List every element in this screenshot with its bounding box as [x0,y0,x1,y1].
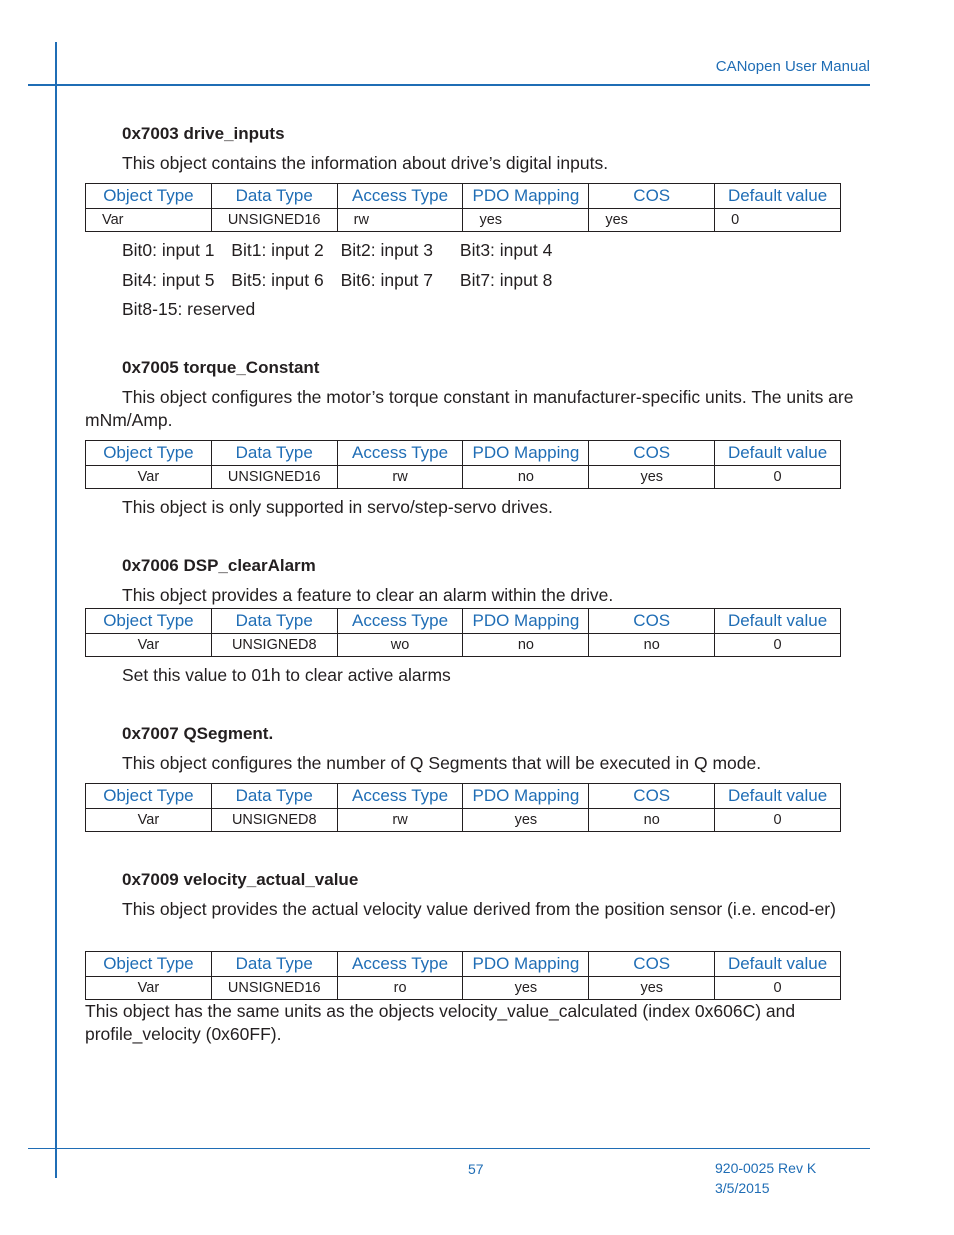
cell-object-type: Var [86,809,212,832]
th-data-type: Data Type [211,784,337,809]
object-table-7007 [85,783,841,832]
cell-data-type: UNSIGNED16 [211,977,337,1000]
th-default-value: Default value [715,784,841,809]
th-data-type: Data Type [211,609,337,634]
section-note-7006: Set this value to 01h to clear active alarms [122,665,451,685]
cell-pdo-mapping: yes [463,809,589,832]
object-table-7006 [85,608,841,657]
th-object-type: Object Type [86,952,212,977]
th-default-value: Default value [715,441,841,466]
cell-default-value: 0 [715,466,841,489]
section-heading-7003: 0x7003 drive_inputs [122,124,285,143]
section-text-7005: This object configures the motor’s torque constant in manufacturer-specific units. The units are mNm/Amp. [85,387,854,430]
cell-object-type: Var [86,209,212,232]
cell-default-value: 0 [715,809,841,832]
th-object-type: Object Type [86,184,212,209]
th-access-type: Access Type [337,184,463,209]
th-access-type: Access Type [337,609,463,634]
header-rule [28,84,870,86]
bit-item: Bit4: input 5 [122,270,215,290]
table-row [86,466,841,489]
cell-data-type: UNSIGNED16 [211,209,337,232]
cell-pdo-mapping: no [463,634,589,657]
th-default-value: Default value [715,952,841,977]
section-text-7003: This object contains the information about drive’s digital inputs. [122,153,609,173]
cell-pdo-mapping: yes [463,209,589,232]
bit-item: Bit5: input 6 [231,270,324,290]
cell-object-type: Var [86,634,212,657]
cell-access-type: wo [337,634,463,657]
bit-line-1 [122,240,552,261]
object-table-7009 [85,951,841,1000]
object-table-7005 [85,440,841,489]
cell-cos: yes [589,466,715,489]
bit-item: Bit2: input 3 [340,240,434,260]
bit-reserved: Bit8-15: reserved [122,299,256,319]
cell-default-value: 0 [715,209,841,232]
th-cos: COS [589,609,715,634]
section-text-7009: This object provides the actual velocity value derived from the position sensor (i.e. encod-er) [122,899,836,919]
th-pdo-mapping: PDO Mapping [463,609,589,634]
cell-data-type: UNSIGNED8 [211,809,337,832]
cell-cos: yes [589,209,715,232]
doc-date: 3/5/2015 [715,1180,770,1196]
table-row [86,634,841,657]
th-object-type: Object Type [86,784,212,809]
cell-data-type: UNSIGNED8 [211,634,337,657]
th-cos: COS [589,784,715,809]
section-text-7006: This object provides a feature to clear an alarm within the drive. [122,585,614,605]
th-data-type: Data Type [211,441,337,466]
cell-data-type: UNSIGNED16 [211,466,337,489]
cell-default-value: 0 [715,634,841,657]
th-cos: COS [589,952,715,977]
section-note-7005: This object is only supported in servo/step-servo drives. [122,497,553,517]
object-table-7003 [85,183,841,232]
cell-access-type: rw [337,466,463,489]
section-heading-7009: 0x7009 velocity_actual_value [122,870,359,889]
cell-default-value: 0 [715,977,841,1000]
section-text-7007: This object configures the number of Q Segments that will be executed in Q mode. [122,753,762,773]
table-row [86,209,841,232]
cell-cos: no [589,634,715,657]
th-access-type: Access Type [337,441,463,466]
th-default-value: Default value [715,609,841,634]
doc-id-block [715,1158,816,1198]
th-pdo-mapping: PDO Mapping [463,184,589,209]
th-cos: COS [589,184,715,209]
bit-item: Bit6: input 7 [340,270,434,290]
cell-object-type: Var [86,466,212,489]
bit-item: Bit3: input 4 [459,240,553,260]
section-heading-7005: 0x7005 torque_Constant [122,358,320,377]
th-default-value: Default value [715,184,841,209]
cell-cos: no [589,809,715,832]
th-object-type: Object Type [86,609,212,634]
th-access-type: Access Type [337,952,463,977]
bit-item: Bit0: input 1 [122,240,215,260]
cell-pdo-mapping: yes [463,977,589,1000]
section-heading-7007: 0x7007 QSegment. [122,724,274,743]
cell-access-type: rw [337,809,463,832]
table-row [86,977,841,1000]
bit-item: Bit7: input 8 [459,270,553,290]
th-data-type: Data Type [211,952,337,977]
table-row [86,809,841,832]
bit-line-2 [122,270,552,291]
footer-rule [28,1148,870,1149]
cell-object-type: Var [86,977,212,1000]
bit-item: Bit1: input 2 [231,240,324,260]
section-note-7009: This object has the same units as the objects velocity_value_calculated (index 0x606C) and profile_velocity (0x60FF). [85,1001,796,1044]
th-pdo-mapping: PDO Mapping [463,952,589,977]
section-heading-7006: 0x7006 DSP_clearAlarm [122,556,316,575]
th-pdo-mapping: PDO Mapping [463,784,589,809]
page-number: 57 [468,1161,484,1177]
running-header: CANopen User Manual [715,58,870,75]
th-pdo-mapping: PDO Mapping [463,441,589,466]
doc-id: 920-0025 Rev K [715,1160,817,1176]
cell-access-type: ro [337,977,463,1000]
th-object-type: Object Type [86,441,212,466]
cell-cos: yes [589,977,715,1000]
th-data-type: Data Type [211,184,337,209]
th-access-type: Access Type [337,784,463,809]
cell-access-type: rw [337,209,463,232]
th-cos: COS [589,441,715,466]
margin-rule-vertical [55,42,57,1178]
cell-pdo-mapping: no [463,466,589,489]
